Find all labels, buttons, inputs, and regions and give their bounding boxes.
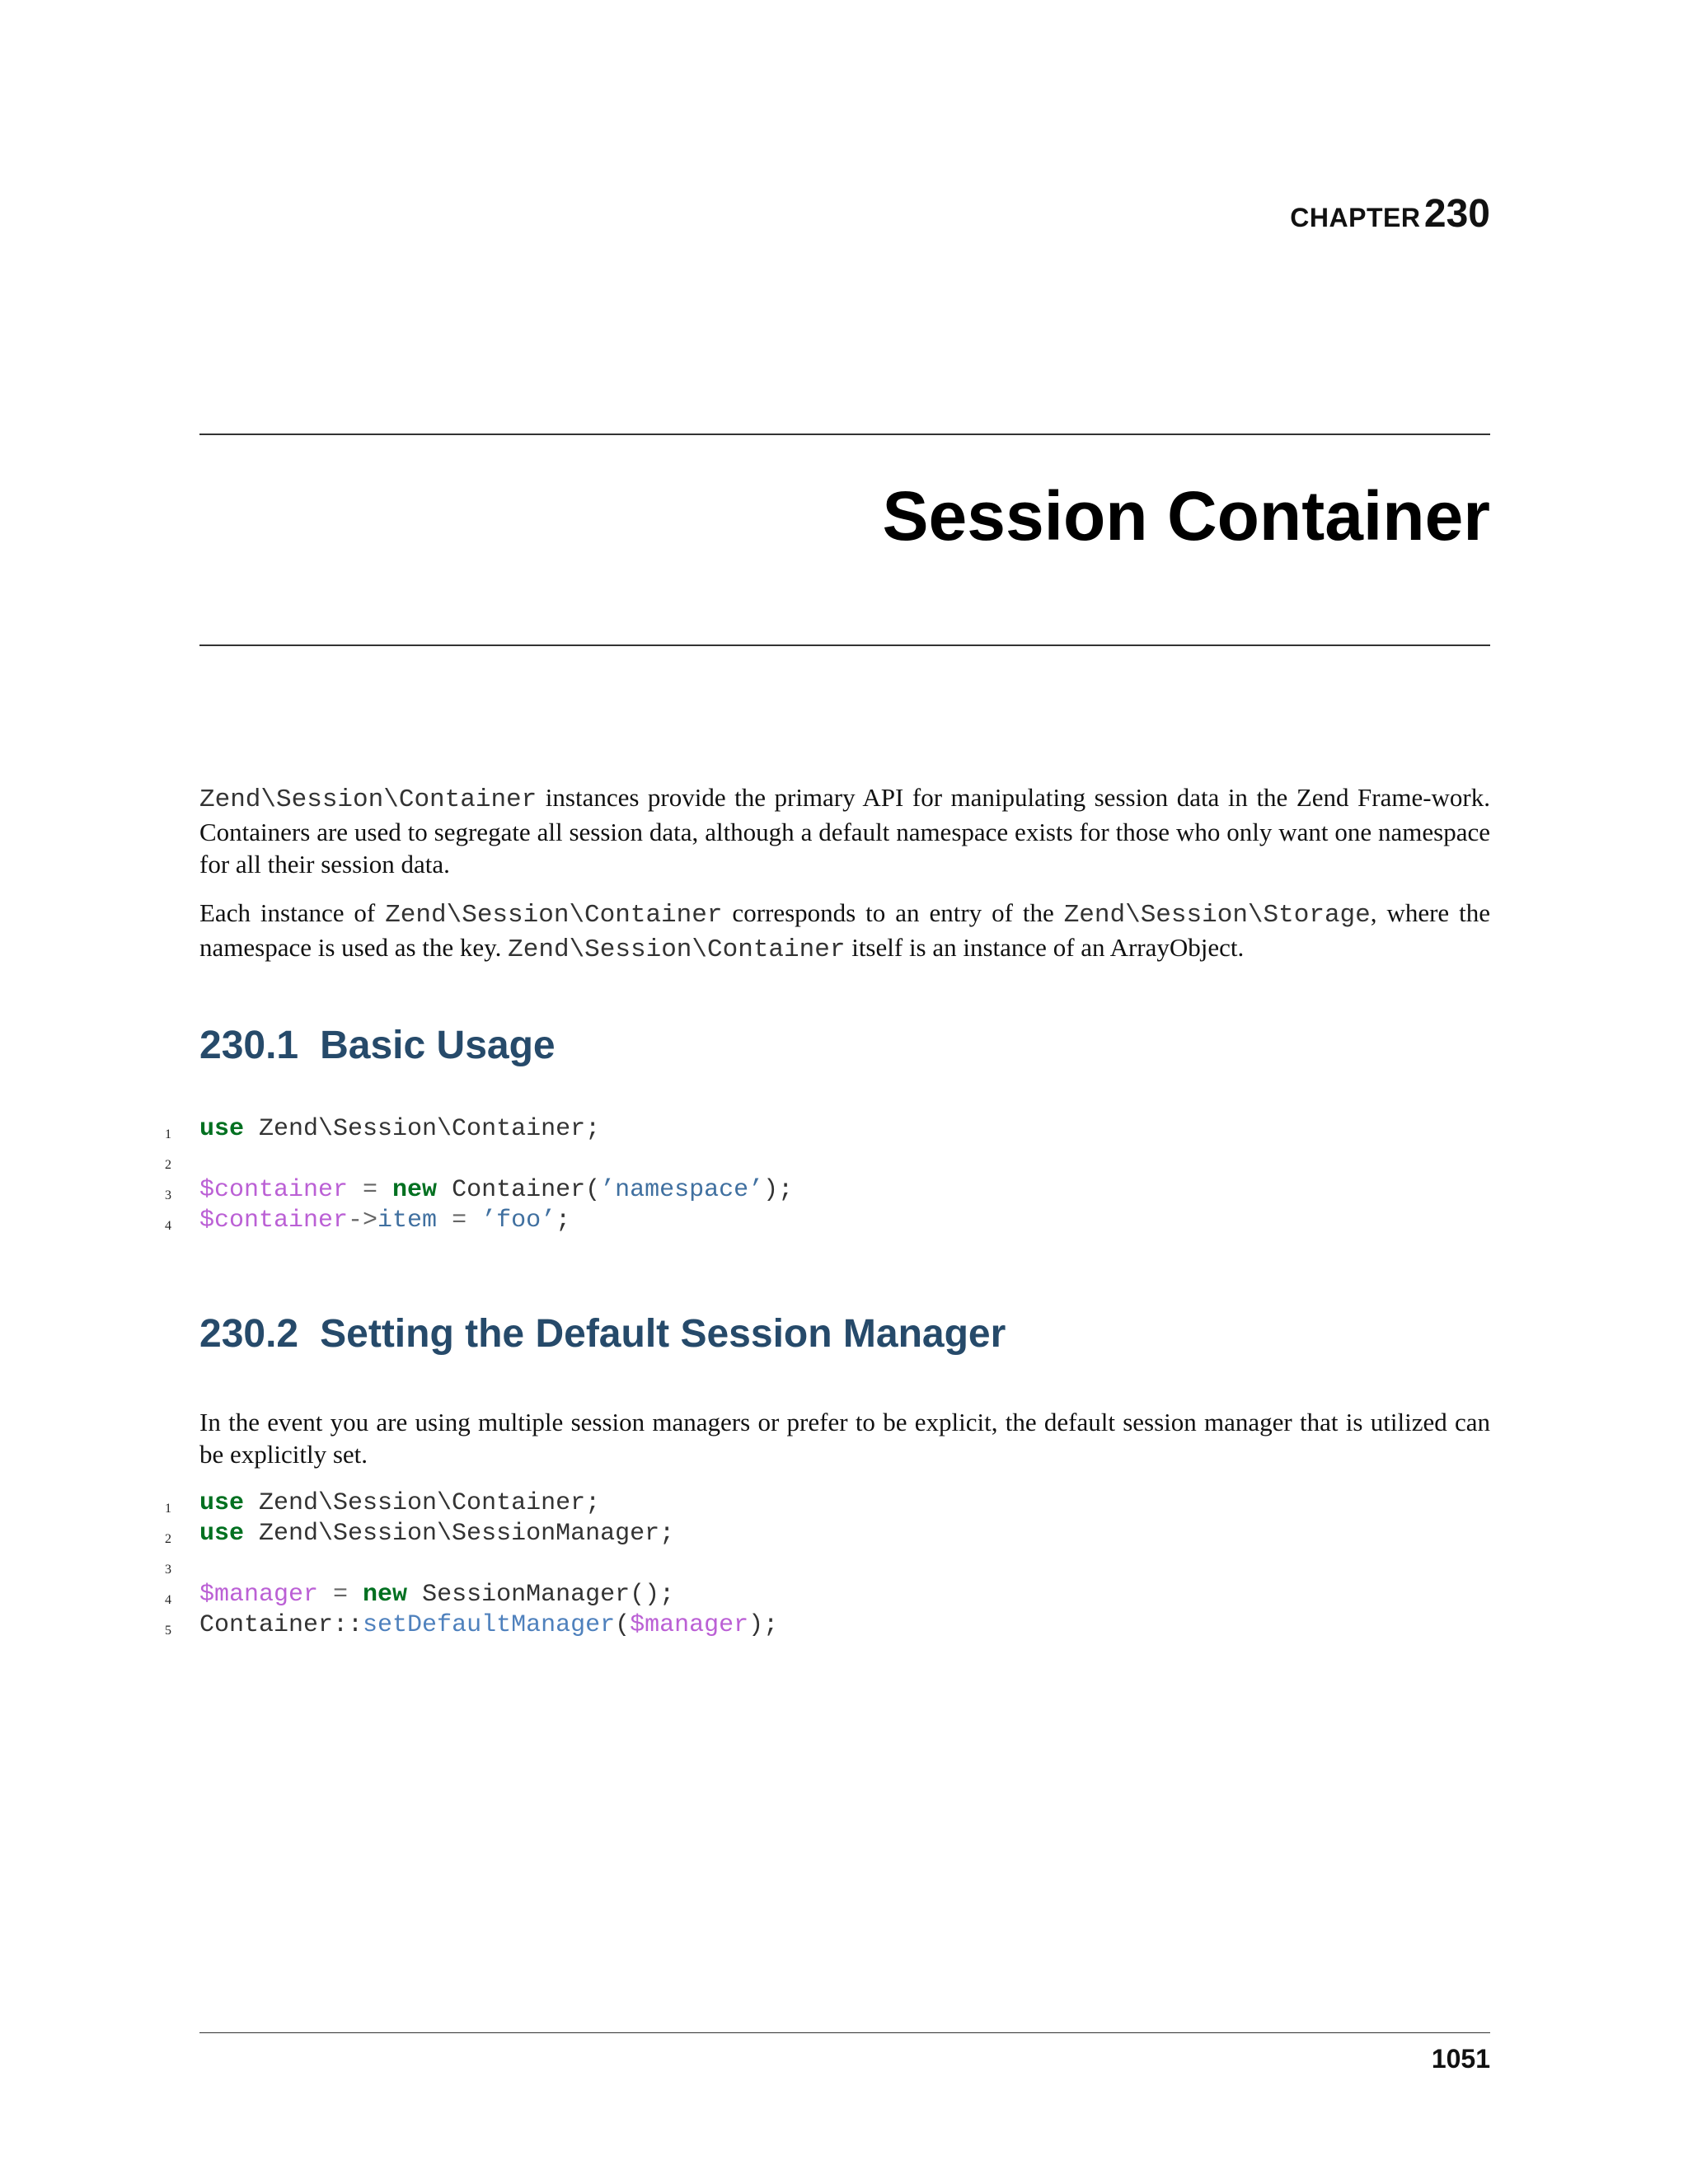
page-number: 1051 [1431, 2044, 1490, 2074]
intro-paragraph-2 [199, 897, 1490, 966]
chapter-title: Session Container [882, 477, 1490, 555]
keyword: new [392, 1176, 438, 1204]
operator: = [437, 1207, 482, 1235]
keyword: use [199, 1115, 245, 1143]
section-number: 230.2 [199, 1312, 299, 1356]
section-number: 230.1 [199, 1024, 299, 1067]
operator: = [318, 1581, 363, 1609]
line-number: 1 [165, 1127, 171, 1141]
code-line [165, 1488, 778, 1519]
variable: $manager [630, 1611, 749, 1639]
code-line [165, 1549, 778, 1580]
line-number: 5 [165, 1624, 171, 1638]
paragraph-text: instances provide the primary API for manipulating session data in the Zend Frame-work. Containers are used to segregate all session data, although a default namespace exists for those who only want one namespace for all their session data. [199, 783, 1490, 879]
code-line [165, 1519, 778, 1549]
code-line [165, 1145, 793, 1175]
keyword: use [199, 1489, 245, 1517]
section-heading-default-session-manager [199, 1310, 1006, 1358]
code-text: Container:: [199, 1611, 363, 1639]
chapter-label [1290, 191, 1490, 237]
chapter-word: CHAPTER [1290, 203, 1421, 232]
code-line [165, 1610, 778, 1641]
variable: $manager [199, 1581, 319, 1609]
line-number: 4 [165, 1593, 171, 1607]
paragraph-text: Each instance of [199, 898, 386, 927]
string-literal: ’namespace’ [600, 1176, 764, 1204]
variable: $container [199, 1176, 349, 1204]
string-literal: ’foo’ [481, 1207, 556, 1235]
operator: -> [348, 1207, 378, 1235]
code-text: ); [763, 1176, 794, 1204]
line-number: 3 [165, 1188, 171, 1202]
code-block-basic-usage [165, 1114, 793, 1236]
footer-rule [199, 2032, 1490, 2033]
section-title: Basic Usage [320, 1024, 556, 1067]
code-text: ; [556, 1207, 571, 1235]
code-line [165, 1580, 778, 1610]
line-number: 3 [165, 1563, 171, 1577]
code-text: Zend\Session\Container; [244, 1115, 601, 1143]
code-line [165, 1206, 793, 1236]
intro-paragraph-1 [199, 781, 1490, 880]
code-text: Container( [437, 1176, 601, 1204]
line-number: 2 [165, 1158, 171, 1172]
paragraph-text: , where the namespace is used as the key. [199, 898, 1490, 962]
keyword: new [363, 1581, 408, 1609]
line-number: 2 [165, 1532, 171, 1546]
chapter-number: 230 [1423, 192, 1490, 236]
line-number: 1 [165, 1502, 171, 1516]
inline-code: Zend\Session\Container [508, 935, 846, 964]
inline-code: Zend\Session\Container [385, 901, 723, 930]
code-line [165, 1114, 793, 1145]
line-number: 4 [165, 1219, 171, 1233]
paragraph-text: itself is an instance of an ArrayObject. [845, 933, 1245, 962]
code-text: SessionManager(); [407, 1581, 675, 1609]
inline-code: Zend\Session\Container [199, 785, 537, 814]
attribute: item [377, 1207, 438, 1235]
variable: $container [199, 1207, 349, 1235]
paragraph-text: corresponds to an entry of the [722, 898, 1064, 927]
function-name: setDefaultManager [363, 1611, 616, 1639]
operator: = [348, 1176, 393, 1204]
code-text: ); [748, 1611, 779, 1639]
keyword: use [199, 1520, 245, 1548]
code-text: Zend\Session\Container; [244, 1489, 601, 1517]
section-heading-basic-usage [199, 1022, 556, 1070]
code-block-default-manager [165, 1488, 778, 1641]
title-rule-bottom [199, 644, 1490, 646]
section-title: Setting the Default Session Manager [320, 1312, 1006, 1356]
code-line [165, 1175, 793, 1206]
code-text: ( [615, 1611, 631, 1639]
section-paragraph: In the event you are using multiple session managers or prefer to be explicit, the default session manager that is utilized can be explicitly set. [199, 1408, 1490, 1469]
title-rule-top [199, 434, 1490, 435]
inline-code: Zend\Session\Storage [1063, 901, 1371, 930]
code-text: Zend\Session\SessionManager; [244, 1520, 675, 1548]
